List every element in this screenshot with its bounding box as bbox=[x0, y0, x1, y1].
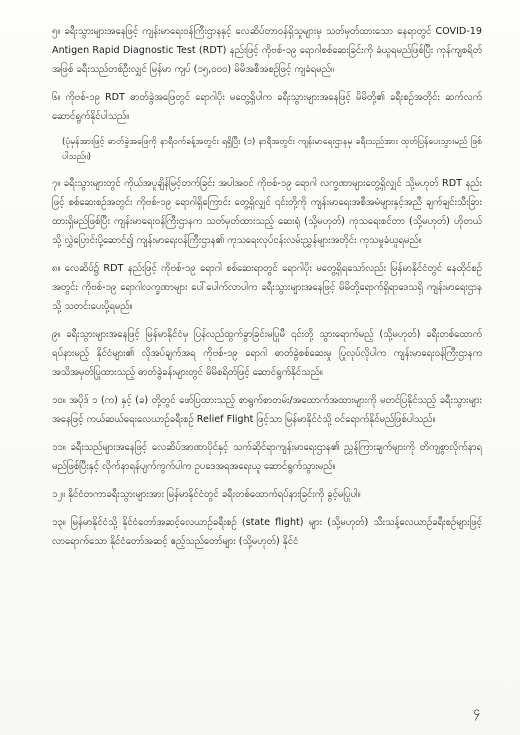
paragraph-12: ၁၂။ နိုင်ငံတကာခရီးသွားများအား မြန်မာနိုင်ငံတွင် ခရီးတစ်ထောက်ရပ်နားခြင်းကို ခွင့်မပြုပါ။ bbox=[52, 489, 361, 500]
paragraph-13: ၁၃။ မြန်မာနိုင်ငံသို့ နိုင်ငံတော်အဆင့်လေယာဉ်ခရီးစဉ် (state flight) များ (သို့မဟုတ်) သီးသန့်လေယာဉ်ခရီးစဉ်များဖြင့် လာရောက်သော နိုင်ငံတော်အဆင့် ဧည့်သည်တော်များ (သို့မဟုတ်) နိုင်ငံ bbox=[52, 517, 482, 547]
parenthetical-note: (ပုံမှန်အားဖြင့် ဓာတ်ခွဲအဖြေကို နာရီဝက်ခန့်အတွင်း ရရှိပြီး (၁) နာရီအတွင်း ကျန်းမာရေးဌာနမှ ခရီးသည်အား ထုတ်ပြန်ပေးသွားမည် ဖြစ်ပါသည်။) bbox=[62, 137, 482, 162]
paragraph-7: ၇။ ခရီးသွားများတွင် ကိုယ်အပူချိန်မြင့်တက်ခြင်း အပါအဝင် ကိုဗစ်-၁၉ ရောဂါ လက္ခဏာများတွေ့ရှိလျှင် သို့မဟုတ် RDT နည်းဖြင့် စစ်ဆေးစဉ်အတွင်း ကိုဗစ်-၁၉ ရောဂါရှိကြောင်း တွေ့ရှိလျှင် ၎င်းတို့ကို ကျန်းမာရေးအစီအမံများနှင့်အညီ ချက်ချင်းသီးခြားထားရှိမည်ဖြစ်ပြီး ကျန်းမာရေးဝန်ကြီးဌာနက သတ်မှတ်ထားသည့် ဆေးရုံ (သို့မဟုတ်) ကုသရေးစင်တာ (သို့မဟုတ်) ဟိုတယ်သို့ လွှဲပြောင်းပို့ဆောင်၍ ကျန်းမာရေးဝန်ကြီးဌာန၏ ကုသရေးလုပ်ငန်းလမ်းညွှန်များအတိုင်း ကုသမှုခံယူရမည်။ bbox=[52, 178, 482, 246]
paragraph-6: ၆။ ကိုဗစ်-၁၉ RDT ဓာတ်ခွဲအဖြေတွင် ရောဂါပိုး မတွေ့ရှိပါက ခရီးသွားများအနေဖြင့် မိမိတို့၏ ခရီးစဉ်အတိုင်း ဆက်လက်ဆောင်ရွက်နိုင်ပါသည်။ bbox=[52, 92, 482, 122]
paragraph-5: ၅။ ခရီးသွားများအနေဖြင့် ကျန်းမာရေးဝန်ကြီးဌာနနှင့် လေဆိပ်တာဝန်ရှိသူများမှ သတ်မှတ်ထားသော နေရာတွင် COVID-19 Antigen Rapid Diagnostic Test (RDT) နည်းဖြင့် ကိုဗစ်-၁၉ ရောဂါစစ်ဆေးခြင်းကို ခံယူရမည်ဖြစ်ပြီး ကုန်ကျစရိတ်အဖြစ် ခရီးသည်တစ်ဦးလျှင် မြန်မာ ကျပ် (၁၅,၀၀၀) မိမိအစီအစဉ်ဖြင့် ကျခံရမည်။ bbox=[52, 26, 482, 75]
paragraph-8: ၈။ လေဆိပ်၌ RDT နည်းဖြင့် ကိုဗစ်-၁၉ ရောဂါ စစ်ဆေးရာတွင် ရောဂါပိုး မတွေ့ရှိရသော်လည်း မြန်မာနိုင်ငံတွင် နေထိုင်စဉ်အတွင်း ကိုဗစ်-၁၉ ရောဂါလက္ခဏာများ ပေါ်ပေါက်လာပါက ခရီးသွားများအနေဖြင့် မိမိတို့ရောက်ရှိရာဒေသရှိ ကျန်းမာရေးဌာနသို့ သတင်းပေးပို့ရမည်။ bbox=[52, 263, 482, 312]
paragraph-10: ၁၀။ အပိုဒ် ၁ (က) နှင့် (ခ) တို့တွင် ဖော်ပြထားသည့် စာရွက်စာတမ်း/အထောက်အထားများကို မတင်ပြနိုင်သည့် ခရီးသွားများအနေဖြင့် ကယ်ဆယ်ရေးလေယာဉ်ခရီးစဉ် Relief Flight ဖြင့်သာ မြန်မာနိုင်ငံသို့ ဝင်ရောက်နိုင်မည်ဖြစ်ပါသည်။ bbox=[52, 395, 482, 425]
page-number: ၄ bbox=[473, 704, 480, 718]
paragraph-9: ၉။ ခရီးသွားများအနေဖြင့် မြန်မာနိုင်ငံမှ ပြန်လည်ထွက်ခွာခြင်းမပြုမီ ၎င်းတို့ သွားရောက်မည့် (သို့မဟုတ်) ခရီးတစ်ထောက်ရပ်နားမည့် နိုင်ငံများ၏ လိုအပ်ချက်အရ ကိုဗစ်-၁၉ ရောဂါ ဓာတ်ခွဲစစ်ဆေးမှု ပြုလုပ်လိုပါက ကျန်းမာရေးဝန်ကြီးဌာနက အသိအမှတ်ပြုထားသည့် ဓာတ်ခွဲခန်းများတွင် မိမိစရိတ်ဖြင့် ဆောင်ရွက်နိုင်သည်။ bbox=[52, 329, 482, 378]
paragraph-11: ၁၁။ ခရီးသည်များအနေဖြင့် လေဆိပ်အာဏာပိုင်နှင့် သက်ဆိုင်ရာကျန်းမာရေးဌာန၏ ညွှန်ကြားချက်များကို တိကျစွာလိုက်နာရမည်ဖြစ်ပြီးနှင့် လိုက်နာရန်ပျက်ကွက်ပါက ဥပဒေအရအရေးယူ ဆောင်ရွက်သွားမည်။ bbox=[52, 442, 482, 472]
